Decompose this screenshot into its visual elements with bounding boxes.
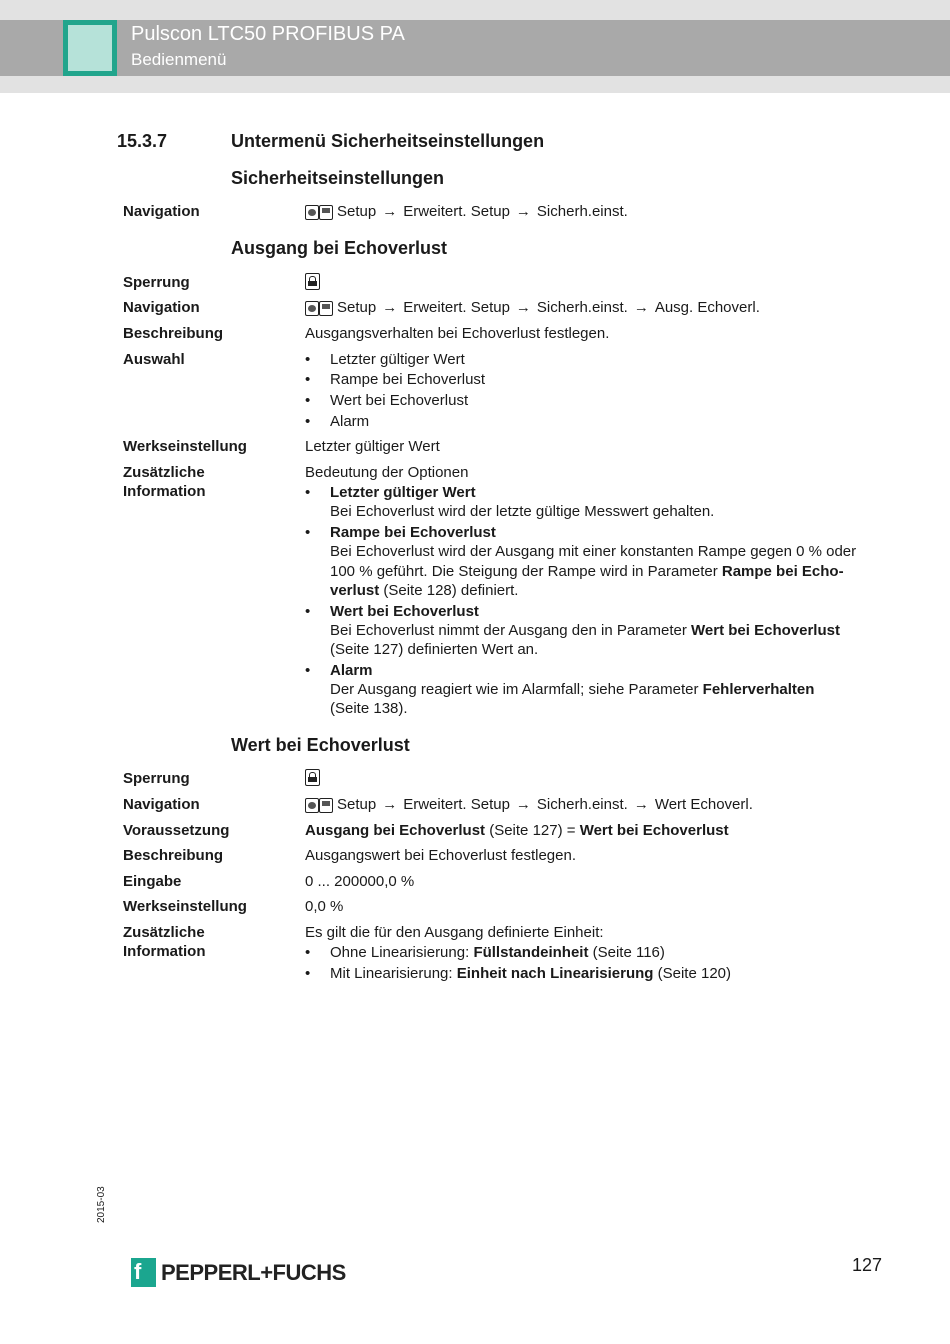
arrow-icon: →: [515, 203, 531, 220]
arrow-icon: →: [382, 299, 398, 316]
menu-keys-icon: [305, 204, 333, 220]
label-werkseinstellung: Werkseinstellung: [123, 438, 247, 455]
navigation-path: Setup → Erweitert. Setup → Sicherh.einst. → Wert Echoverl.: [305, 795, 895, 814]
label-zusaetzliche: Zusätzliche: [123, 924, 205, 941]
label-eingabe: Eingabe: [123, 873, 182, 890]
label-navigation: Navigation: [123, 796, 200, 813]
arrow-icon: →: [515, 299, 531, 316]
default-value: 0,0 %: [305, 898, 344, 915]
top-band: [0, 0, 950, 20]
description: Ausgangsverhalten bei Echoverlust festlegen.: [305, 325, 610, 342]
heading-wert-bei-echoverlust: Wert bei Echoverlust: [231, 735, 410, 755]
label-auswahl: Auswahl: [123, 351, 185, 368]
heading-sicherheitseinstellungen: Sicherheitseinstellungen: [231, 168, 445, 188]
page-number: 127: [852, 1255, 883, 1275]
arrow-icon: →: [382, 203, 398, 220]
info-intro: Bedeutung der Optionen: [305, 464, 469, 481]
description: Ausgangswert bei Echoverlust festlegen.: [305, 847, 576, 864]
brand-mark-icon: f: [131, 1258, 156, 1287]
label-navigation: Navigation: [123, 203, 200, 220]
label-sperrung: Sperrung: [123, 274, 190, 291]
menu-keys-icon: [305, 797, 333, 813]
navigation-path: Setup → Erweitert. Setup → Sicherh.einst. → Ausg. Echoverl.: [305, 298, 895, 317]
brand-logo: [131, 1258, 346, 1287]
label-zusaetzliche: Zusätzliche: [123, 464, 205, 481]
brand-name: PEPPERL+FUCHS: [161, 1259, 346, 1285]
print-date: 2015-03: [96, 1186, 107, 1223]
header-subtitle: Bedienmenü: [131, 50, 227, 69]
label-information: Information: [123, 483, 206, 500]
input-range: 0 ... 200000,0 %: [305, 873, 415, 890]
label-navigation: Navigation: [123, 299, 200, 316]
heading-ausgang-bei-echoverlust: Ausgang bei Echoverlust: [231, 238, 448, 258]
arrow-icon: →: [515, 796, 531, 813]
lock-icon: [305, 769, 320, 786]
section-number: 15.3.7: [117, 131, 168, 151]
menu-keys-icon: [305, 300, 333, 316]
section-title: Untermenü Sicherheitseinstellungen: [231, 131, 545, 151]
label-sperrung: Sperrung: [123, 770, 190, 787]
label-voraussetzung: Voraussetzung: [123, 822, 230, 839]
prerequisite: Ausgang bei Echoverlust (Seite 127) = Wert bei Echoverlust: [305, 822, 729, 839]
lock-icon: [305, 273, 320, 290]
arrow-icon: →: [382, 796, 398, 813]
header-underband: [0, 76, 950, 93]
default-value: Letzter gültiger Wert: [305, 438, 440, 455]
info-intro: Es gilt die für den Ausgang definierte Einheit:: [305, 924, 604, 941]
label-information: Information: [123, 943, 206, 960]
header-title: Pulscon LTC50 PROFIBUS PA: [131, 23, 405, 45]
header-logo-square-icon: [63, 20, 117, 76]
label-werkseinstellung: Werkseinstellung: [123, 898, 247, 915]
label-beschreibung: Beschreibung: [123, 325, 224, 342]
arrow-icon: →: [633, 796, 649, 813]
navigation-path: Setup → Erweitert. Setup → Sicherh.einst.: [305, 202, 895, 221]
label-beschreibung: Beschreibung: [123, 847, 224, 864]
arrow-icon: →: [633, 299, 649, 316]
